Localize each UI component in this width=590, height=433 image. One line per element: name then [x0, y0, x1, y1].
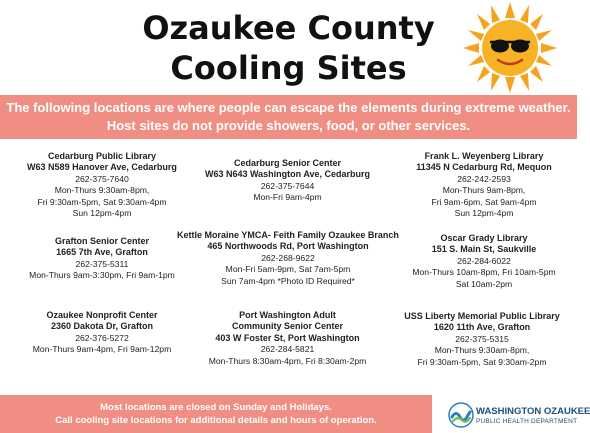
site-uss-liberty-library [388, 311, 576, 368]
logo-name: WASHINGTON OZAUKEE [476, 406, 590, 417]
site-name: Oscar Grady Library [440, 233, 528, 243]
sun-with-sunglasses-icon [460, 0, 560, 95]
site-hours: Fri 9:30am-5pm, Sat 9:30am-4pm [37, 196, 167, 207]
site-hours: Fri 9:30am-5pm, Sat 9:30am-2pm [417, 356, 547, 367]
site-hours: Sun 12pm-4pm [454, 208, 514, 219]
intro-banner [0, 95, 577, 139]
site-address: 1620 11th Ave, Grafton [433, 322, 531, 333]
site-address: 403 W Foster St, Port Washington [215, 332, 360, 343]
footer-line-1: Most locations are closed on Sunday and Holidays. [100, 402, 332, 413]
site-hours: Sat 10am-2pm [455, 278, 513, 289]
site-address: W63 N643 Washington Ave, Cedarburg [204, 169, 371, 180]
site-hours: Mon-Fri 9am-4pm [253, 192, 322, 203]
site-cedarburg-senior [185, 158, 390, 204]
site-address: 465 Northwoods Rd, Port Washington [207, 241, 369, 252]
title-line-1: Ozaukee County [142, 9, 435, 47]
site-hours: Fri 9am-6pm, Sat 9am-4pm [431, 196, 537, 207]
site-phone: 262-242-2593 [457, 173, 511, 184]
site-phone: 262-268-9622 [261, 252, 315, 263]
site-address: 1665 7th Ave, Grafton [56, 247, 148, 258]
banner-line-2: Host sites do not provide showers, food, or other services. [106, 118, 471, 133]
site-name: Frank L. Weyenberg Library [424, 151, 544, 161]
site-phone: 262-284-6022 [457, 255, 511, 266]
wave-icon [448, 402, 474, 428]
site-name: Grafton Senior Center [54, 236, 149, 246]
site-hours: Mon-Thurs 10am-8pm, Fri 10am-5pm [412, 267, 556, 278]
site-phone: 262-375-5311 [75, 258, 129, 269]
site-name: Cedarburg Public Library [47, 151, 157, 161]
logo-subtitle: PUBLIC HEALTH DEPARTMENT [476, 418, 578, 425]
site-address: 151 S. Main St, Saukville [431, 244, 537, 255]
title-line-2: Cooling Sites [170, 49, 407, 87]
site-hours: Mon-Thurs 9:30am-8pm, [54, 185, 150, 196]
site-hours: Mon-Thurs 9am-4pm, Fri 9am-12pm [32, 344, 172, 355]
site-name: USS Liberty Memorial Public Library [404, 311, 560, 321]
site-hours: Mon-Thurs 9am-8pm, [442, 185, 526, 196]
site-address: 11345 N Cedarburg Rd, Mequon [416, 162, 552, 173]
site-phone: 262-375-5315 [455, 333, 509, 344]
site-hours: Mon-Fri 5am-9pm, Sat 7am-5pm [225, 264, 351, 275]
site-address: W63 N589 Hanover Ave, Cedarburg [27, 162, 177, 173]
site-name: Kettle Moraine YMCA- Feith Family Ozaukee Branch [177, 230, 399, 240]
site-phone: 262-284-5821 [260, 344, 315, 355]
site-phone: 262-375-7640 [75, 173, 129, 184]
site-hours: Mon-Thurs 8:30am-4pm, Fri 8:30am-2pm [208, 355, 367, 366]
site-grafton-senior [12, 236, 192, 282]
site-name: Cedarburg Senior Center [233, 158, 342, 168]
site-name: Ozaukee Nonprofit Center [46, 310, 158, 320]
footer-line-2: Call cooling site locations for additional details and hours of operation. [55, 415, 377, 426]
banner-line-1: The following locations are where people can escape the elements during extreme weather. [6, 100, 571, 115]
site-kettle-moraine-ymca [172, 230, 404, 287]
site-phone: 262-375-7644 [260, 180, 315, 191]
site-port-washington-senior [185, 310, 390, 367]
site-name: Community Senior Center [231, 321, 343, 332]
health-department-logo [448, 402, 590, 430]
site-phone: 262-376-5272 [75, 332, 129, 343]
site-hours: Mon-Thurs 9:30am-8pm, [434, 345, 530, 356]
site-weyenberg-library [394, 151, 574, 219]
site-oscar-grady-library [394, 233, 574, 290]
footer-banner [0, 395, 432, 433]
site-hours: Mon-Thurs 9am-3:30pm, Fri 9am-1pm [29, 270, 175, 281]
site-name: Port Washington Adult [239, 310, 336, 320]
site-ozaukee-nonprofit [12, 310, 192, 356]
site-hours: Sun 7am-4pm *Photo ID Required* [221, 275, 355, 286]
site-cedarburg-library [12, 151, 192, 219]
site-hours: Sun 12pm-4pm [72, 208, 132, 219]
site-address: 2360 Dakota Dr, Grafton [50, 321, 154, 332]
